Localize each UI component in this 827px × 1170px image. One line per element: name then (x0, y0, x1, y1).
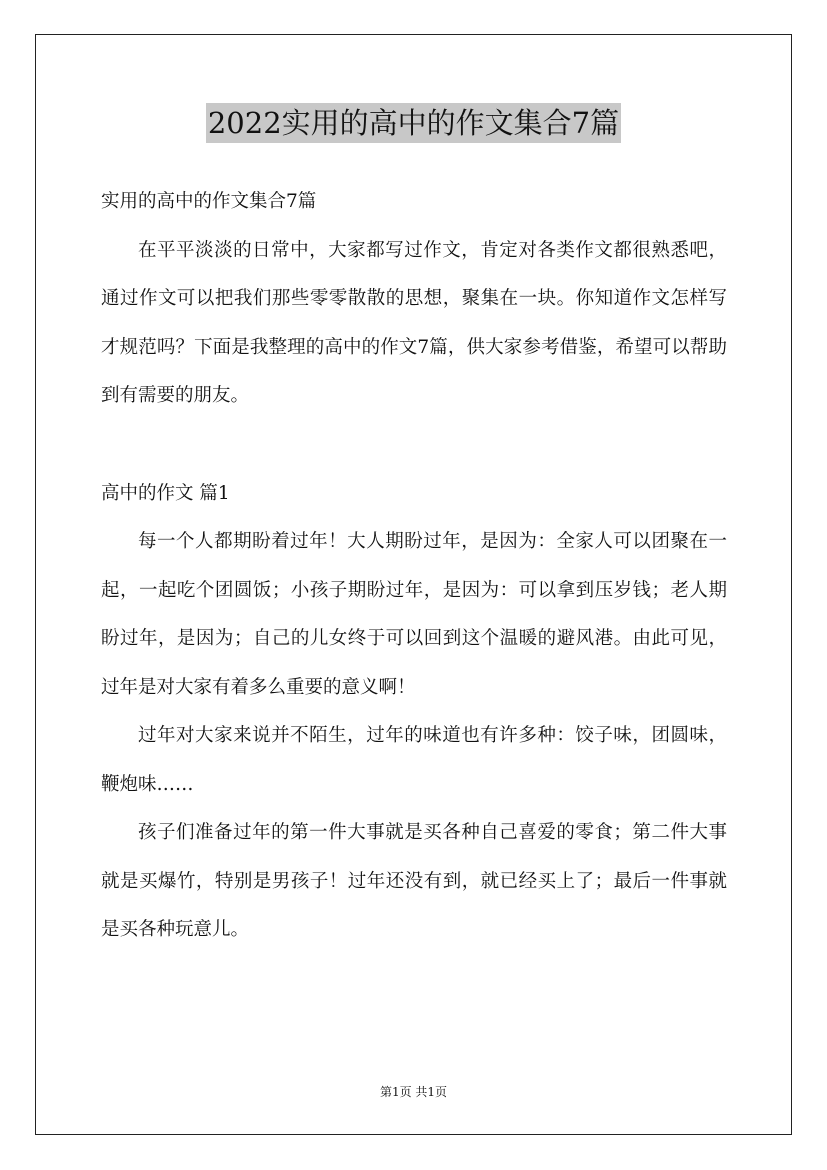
section-heading: 高中的作文 篇1 (101, 482, 230, 504)
section-spacer (101, 421, 727, 470)
intro-paragraph: 在平平淡淡的日常中，大家都写过作文，肯定对各类作文都很熟悉吧，通过作文可以把我们那些零零散散的思想，聚集在一块。你知道作文怎样写才规范吗？下面是我整理的高中的作文7篇，供大家参考借鉴，希望可以帮助到有需要的朋友。 (101, 239, 727, 406)
document-title: 2022实用的高中的作文集合7篇 (206, 103, 621, 143)
body-paragraph: 孩子们准备过年的第一件大事就是买各种自己喜爱的零食；第二件大事就是买爆竹，特别是男孩子！过年还没有到，就已经买上了；最后一件事就是买各种玩意儿。 (101, 822, 727, 940)
title-container (0, 103, 827, 143)
body-paragraph: 过年对大家来说并不陌生，过年的味道也有许多种：饺子味，团圆味，鞭炮味…… (101, 725, 727, 795)
body-paragraph: 每一个人都期盼着过年！大人期盼过年，是因为：全家人可以团聚在一起，一起吃个团圆饭；小孩子期盼过年，是因为：可以拿到压岁钱；老人期盼过年，是因为；自己的儿女终于可以回到这个温暖的避风港。由此可见，过年是对大家有着多么重要的意义啊！ (101, 531, 727, 698)
document-subtitle: 实用的高中的作文集合7篇 (101, 191, 317, 212)
document-body (101, 178, 727, 955)
page-footer: 第1页 共1页 (379, 1085, 448, 1099)
